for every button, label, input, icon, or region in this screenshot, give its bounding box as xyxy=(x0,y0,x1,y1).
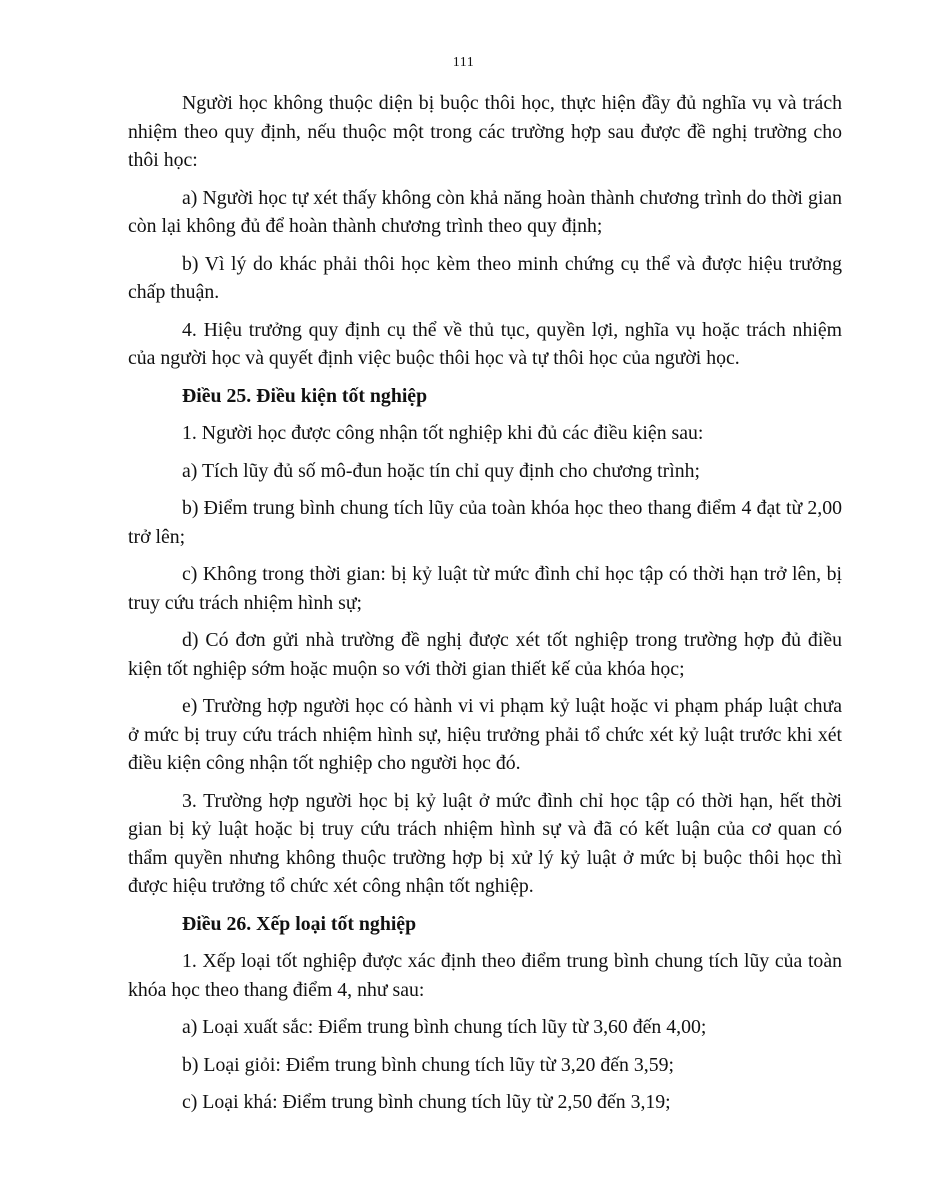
page-number: 111 xyxy=(452,55,475,70)
paragraph-withdrawal-conditions: Người học không thuộc diện bị buộc thôi học, thực hiện đầy đủ nghĩa vụ và trách nhiệm theo quy định, nếu thuộc một trong các trường hợp sau được đề nghị trường cho thôi học: xyxy=(128,92,842,171)
paragraph-clause-1-ranking: 1. Xếp loại tốt nghiệp được xác định theo điểm trung bình chung tích lũy của toàn khóa học theo thang điểm 4, như sau: xyxy=(128,950,842,1001)
paragraph-item-d-application: d) Có đơn gửi nhà trường đề nghị được xét tốt nghiệp trong trường hợp đủ điều kiện tốt nghiệp sớm hoặc muộn so với thời gian thiết kế của khóa học; xyxy=(128,629,842,680)
paragraph-item-a-credits: a) Tích lũy đủ số mô-đun hoặc tín chỉ quy định cho chương trình; xyxy=(182,459,701,482)
paragraph-rank-very-good: b) Loại giỏi: Điểm trung bình chung tích lũy từ 3,20 đến 3,59; xyxy=(182,1053,675,1076)
paragraph-clause-3-suspension: 3. Trường hợp người học bị kỷ luật ở mức đình chỉ học tập có thời hạn, hết thời gian bị kỷ luật hoặc bị truy cứu trách nhiệm hình sự và đã có kết luận của cơ quan có thẩm quyền nhưng không thuộc trường hợp bị xử lý kỷ luật ở mức bị buộc thôi học thì được hiệu trưởng tổ chức xét công nhận tốt nghiệp. xyxy=(128,789,842,897)
heading-article-25: Điều 25. Điều kiện tốt nghiệp xyxy=(182,384,428,407)
paragraph-item-a-self-assessment: a) Người học tự xét thấy không còn khả năng hoàn thành chương trình do thời gian còn lại không đủ để hoàn thành chương trình theo quy định; xyxy=(128,186,842,237)
document-body xyxy=(128,89,842,1126)
paragraph-rank-excellent: a) Loại xuất sắc: Điểm trung bình chung tích lũy từ 3,60 đến 4,00; xyxy=(182,1016,707,1038)
paragraph-clause-1-graduation: 1. Người học được công nhận tốt nghiệp khi đủ các điều kiện sau: xyxy=(182,422,704,444)
heading-article-26: Điều 26. Xếp loại tốt nghiệp xyxy=(182,912,417,935)
paragraph-rank-good: c) Loại khá: Điểm trung bình chung tích lũy từ 2,50 đến 3,19; xyxy=(182,1091,671,1113)
paragraph-item-b-gpa: b) Điểm trung bình chung tích lũy của toàn khóa học theo thang điểm 4 đạt từ 2,00 trở lên; xyxy=(128,497,842,548)
paragraph-item-c-discipline: c) Không trong thời gian: bị kỷ luật từ mức đình chỉ học tập có thời hạn trở lên, bị truy cứu trách nhiệm hình sự; xyxy=(128,563,842,614)
paragraph-clause-4-rector: 4. Hiệu trưởng quy định cụ thể về thủ tục, quyền lợi, nghĩa vụ hoặc trách nhiệm của người học và quyết định việc buộc thôi học và tự thôi học của người học. xyxy=(128,318,842,369)
paragraph-item-e-violation: e) Trường hợp người học có hành vi vi phạm kỷ luật hoặc vi phạm pháp luật chưa ở mức bị truy cứu trách nhiệm hình sự, hiệu trưởng phải tổ chức xét kỷ luật trước khi xét điều kiện công nhận tốt nghiệp cho người học đó. xyxy=(128,695,842,774)
paragraph-item-b-other-reasons: b) Vì lý do khác phải thôi học kèm theo minh chứng cụ thể và được hiệu trưởng chấp thuận. xyxy=(128,252,842,303)
